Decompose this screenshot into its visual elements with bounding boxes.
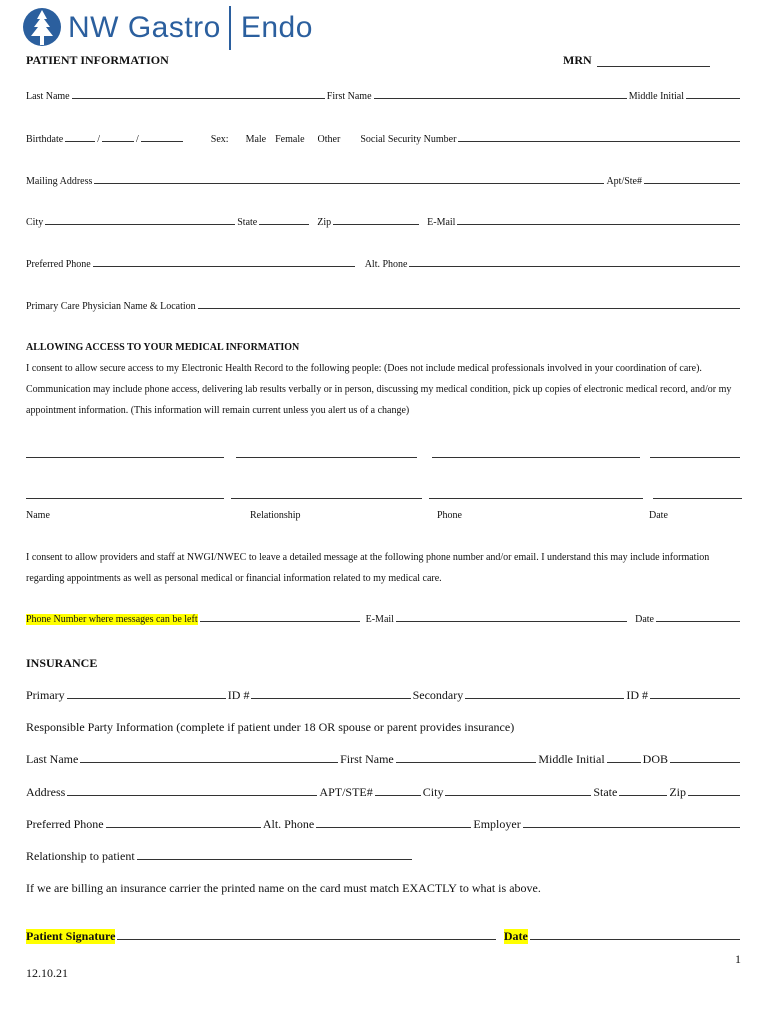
- relationship-row: [26, 849, 414, 864]
- primary-id-label: ID #: [227, 688, 250, 702]
- person1-relationship-field[interactable]: [236, 457, 417, 458]
- apt-label: Apt/Ste#: [606, 176, 642, 187]
- phone-row: [26, 259, 742, 270]
- secondary-field[interactable]: [465, 698, 624, 699]
- resp-preferred-phone-label: Preferred Phone: [26, 817, 104, 831]
- mailing-address-field[interactable]: [94, 183, 604, 184]
- resp-state-label: State: [593, 785, 618, 799]
- primary-label: Primary: [26, 688, 65, 702]
- message-email-label: E-Mail: [365, 614, 394, 625]
- resp-apt-field[interactable]: [375, 795, 421, 796]
- primary-field[interactable]: [67, 698, 226, 699]
- resp-zip-field[interactable]: [688, 795, 740, 796]
- resp-alt-phone-label: Alt. Phone: [262, 817, 315, 831]
- sex-option-other[interactable]: Other: [317, 134, 341, 145]
- resp-dob-label: DOB: [642, 752, 668, 766]
- email-field[interactable]: [457, 224, 740, 225]
- resp-city-label: City: [422, 785, 444, 799]
- resp-zip-label: Zip: [669, 785, 686, 799]
- billing-note: If we are billing an insurance carrier the printed name on the card must match EXACTLY to what is above.: [26, 881, 541, 895]
- resp-first-name-label: First Name: [340, 752, 394, 766]
- zip-field[interactable]: [333, 224, 419, 225]
- responsible-address-row: [26, 785, 742, 800]
- apt-field[interactable]: [644, 183, 740, 184]
- logo-brand: NW Gastro: [68, 11, 221, 44]
- birthdate-slash: /: [136, 134, 139, 145]
- mailing-address-label: Mailing Address: [26, 176, 93, 187]
- person1-date-field[interactable]: [650, 457, 740, 458]
- responsible-name-row: [26, 752, 742, 767]
- relationship-field[interactable]: [137, 859, 412, 860]
- message-phone-row: [26, 614, 742, 625]
- resp-apt-label: APT/STE#: [319, 785, 373, 799]
- responsible-phone-row: [26, 817, 742, 832]
- secondary-id-field[interactable]: [650, 698, 740, 699]
- logo-divider: [229, 6, 231, 50]
- logo: [22, 4, 313, 52]
- birth-row: [26, 134, 742, 145]
- col-date-label: Date: [649, 510, 668, 521]
- resp-dob-field[interactable]: [670, 762, 740, 763]
- address-row: [26, 176, 742, 187]
- resp-middle-initial-label: Middle Initial: [538, 752, 605, 766]
- col-name-label: Name: [26, 510, 50, 521]
- pcp-row: [26, 301, 742, 312]
- relationship-label: Relationship to patient: [26, 849, 135, 863]
- resp-first-name-field[interactable]: [396, 762, 537, 763]
- person1-phone-field[interactable]: [432, 457, 640, 458]
- resp-alt-phone-field[interactable]: [316, 827, 471, 828]
- insurance-heading: INSURANCE: [26, 656, 98, 670]
- birth-year-field[interactable]: [141, 141, 183, 142]
- middle-initial-field[interactable]: [686, 98, 740, 99]
- person1-name-field[interactable]: [26, 457, 224, 458]
- city-field[interactable]: [45, 224, 235, 225]
- city-row: [26, 217, 742, 228]
- tree-logo-icon: [22, 5, 62, 51]
- access-consent-text: I consent to allow secure access to my Electronic Health Record to the following people: (Does not include medical professionals involved in your coordination of care). Communication may include phone access, delivering lab results verbally or in person, discussing my medical condition, pick up copies of electronic medical record, and/or my appointment information. (This information will remain current unless you alert us of a change): [26, 363, 732, 416]
- birthdate-slash: /: [97, 134, 100, 145]
- form-version: 12.10.21: [26, 966, 68, 980]
- signature-label: Patient Signature: [26, 929, 116, 943]
- message-phone-field[interactable]: [200, 621, 360, 622]
- birthdate-label: Birthdate: [26, 134, 64, 145]
- resp-city-field[interactable]: [445, 795, 591, 796]
- zip-label: Zip: [317, 217, 332, 228]
- person2-name-field[interactable]: [26, 498, 224, 499]
- resp-address-field[interactable]: [67, 795, 317, 796]
- resp-address-label: Address: [26, 785, 66, 799]
- person2-phone-field[interactable]: [429, 498, 643, 499]
- first-name-label: First Name: [326, 91, 372, 102]
- signature-date-field[interactable]: [530, 939, 740, 940]
- resp-state-field[interactable]: [619, 795, 667, 796]
- logo-suffix: Endo: [240, 11, 313, 44]
- name-row: [26, 91, 742, 102]
- birth-month-field[interactable]: [65, 141, 95, 142]
- resp-employer-field[interactable]: [523, 827, 740, 828]
- message-phone-label: Phone Number where messages can be left: [26, 614, 198, 625]
- alt-phone-label: Alt. Phone: [364, 259, 408, 270]
- email-label: E-Mail: [427, 217, 456, 228]
- last-name-field[interactable]: [72, 98, 325, 99]
- state-field[interactable]: [259, 224, 309, 225]
- preferred-phone-field[interactable]: [93, 266, 355, 267]
- patient-info-heading: PATIENT INFORMATION: [26, 53, 169, 67]
- secondary-id-label: ID #: [626, 688, 648, 702]
- responsible-party-text: Responsible Party Information (complete if patient under 18 OR spouse or parent provides insurance): [26, 720, 515, 734]
- ssn-label: Social Security Number: [360, 134, 457, 145]
- preferred-phone-label: Preferred Phone: [26, 259, 91, 270]
- col-phone-label: Phone: [437, 510, 462, 521]
- message-consent-text: I consent to allow providers and staff at NWGI/NWEC to leave a detailed message at the following phone number and/or email. I understand this may include information regarding appointments as well as personal medical or financial information related to my medical care.: [26, 552, 710, 584]
- message-date-label: Date: [635, 614, 654, 625]
- city-label: City: [26, 217, 44, 228]
- alt-phone-field[interactable]: [409, 266, 740, 267]
- signature-row: [26, 929, 742, 944]
- resp-last-name-field[interactable]: [80, 762, 338, 763]
- state-label: State: [237, 217, 258, 228]
- first-name-field[interactable]: [374, 98, 627, 99]
- page-number: 1: [735, 952, 741, 966]
- signature-date-label: Date: [503, 929, 528, 943]
- signature-field[interactable]: [117, 939, 495, 940]
- pcp-label: Primary Care Physician Name & Location: [26, 301, 196, 312]
- sex-option-female[interactable]: Female: [275, 134, 305, 145]
- message-date-field[interactable]: [656, 621, 740, 622]
- resp-employer-label: Employer: [473, 817, 521, 831]
- access-heading: ALLOWING ACCESS TO YOUR MEDICAL INFORMATION: [26, 342, 300, 353]
- mrn-field[interactable]: [597, 66, 710, 67]
- middle-initial-label: Middle Initial: [628, 91, 684, 102]
- person2-date-field[interactable]: [653, 498, 742, 499]
- ssn-field[interactable]: [458, 141, 740, 142]
- resp-middle-initial-field[interactable]: [607, 762, 641, 763]
- sex-label: Sex:: [210, 134, 229, 145]
- col-relationship-label: Relationship: [250, 510, 301, 521]
- secondary-label: Secondary: [412, 688, 464, 702]
- last-name-label: Last Name: [26, 91, 70, 102]
- pcp-field[interactable]: [198, 308, 740, 309]
- resp-last-name-label: Last Name: [26, 752, 79, 766]
- insurance-primary-row: [26, 688, 742, 703]
- message-email-field[interactable]: [396, 621, 627, 622]
- person2-relationship-field[interactable]: [231, 498, 422, 499]
- primary-id-field[interactable]: [251, 698, 410, 699]
- resp-preferred-phone-field[interactable]: [106, 827, 261, 828]
- sex-option-male[interactable]: Male: [245, 134, 267, 145]
- birth-day-field[interactable]: [102, 141, 134, 142]
- mrn-label: MRN: [563, 53, 592, 67]
